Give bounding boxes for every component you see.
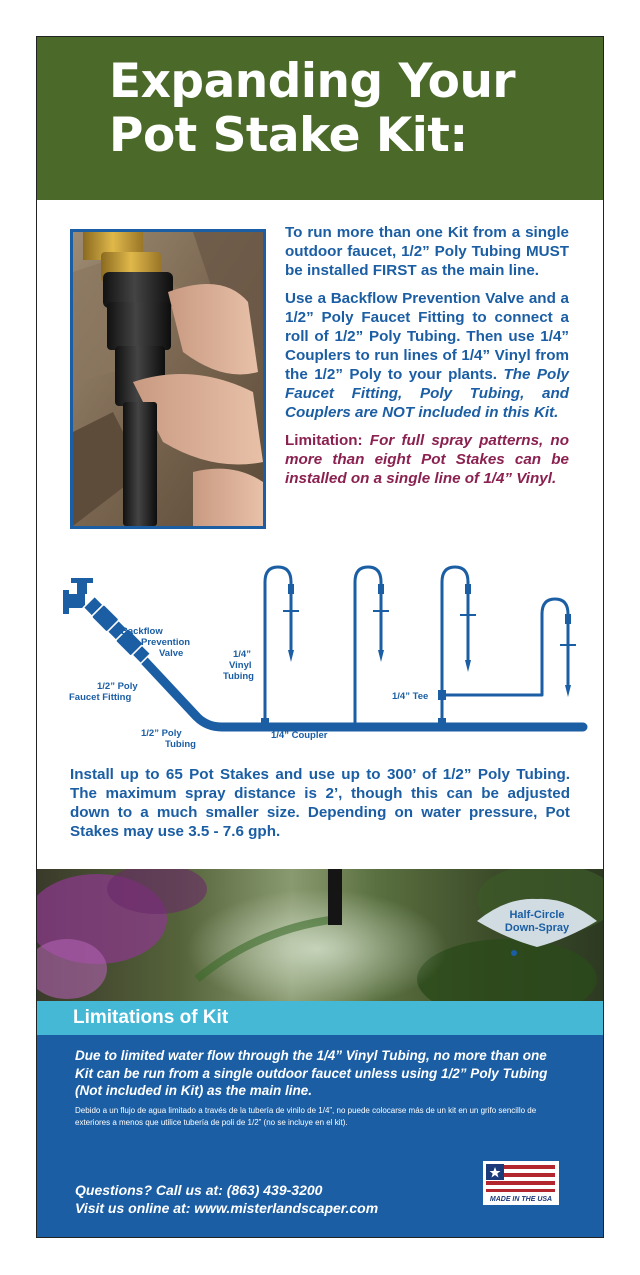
stake-nozzle bbox=[328, 869, 342, 925]
website-line[interactable]: Visit us online at: www.misterlandscaper.com bbox=[75, 1200, 379, 1216]
title-line-1: Expanding Your bbox=[109, 54, 516, 109]
product-card bbox=[36, 36, 604, 1238]
stake-1 bbox=[265, 567, 291, 722]
stake-4-branch bbox=[444, 599, 568, 695]
intro-paragraph-2-main: Use a Backflow Prevention Valve and a 1/2” Poly Faucet Fitting to connect a roll of 1/2” Poly Tubing. Then use 1/4” Couplers to run lines of 1/4” Vinyl from the 1/2” Poly to your plants. bbox=[285, 290, 569, 383]
label-backflow-1: Backflow bbox=[121, 626, 163, 637]
header-banner bbox=[37, 37, 603, 200]
limitations-spanish: Debido a un flujo de agua limitado a través de la tubería de vinilo de 1/4”, no puede colocarse más de un kit en un grifo sencillo de exteriores a menos que utilice tubería de poli de 1/2” (no se incluye en el kit). bbox=[75, 1106, 537, 1127]
spray-photo bbox=[37, 869, 603, 1001]
limitation-label: Limitation: bbox=[285, 432, 370, 449]
intro-text bbox=[285, 223, 569, 497]
spray-illustration bbox=[37, 869, 603, 1001]
label-faucet-fitting-1: 1/2” Poly bbox=[97, 681, 138, 692]
stake-2 bbox=[355, 567, 381, 722]
intro-paragraph-1: To run more than one Kit from a single outdoor faucet, 1/2” Poly Tubing MUST be installed FIRST as the main line. bbox=[285, 224, 569, 279]
label-backflow-3: Valve bbox=[159, 648, 184, 659]
label-faucet-fitting-2: Faucet Fitting bbox=[69, 692, 132, 703]
flag-icon bbox=[483, 1161, 559, 1205]
intro-paragraph-2 bbox=[285, 289, 569, 422]
faucet-fitting-photo bbox=[70, 229, 266, 529]
limitation-text: For full spray patterns, no more than eight Pot Stakes can be installed on a single line of 1/4” Vinyl. bbox=[285, 432, 569, 487]
title-line-2: Pot Stake Kit: bbox=[109, 108, 468, 163]
spray-badge-line-2: Down-Spray bbox=[504, 922, 570, 934]
label-tee: 1/4” Tee bbox=[392, 691, 429, 702]
faucet-fitting-illustration bbox=[73, 232, 263, 526]
made-in-usa-text: MADE IN THE USA bbox=[489, 1196, 553, 1203]
main-poly-line bbox=[97, 610, 583, 727]
label-coupler: 1/4” Coupler bbox=[271, 730, 328, 741]
limitations-english: Due to limited water flow through the 1/4” Vinyl Tubing, no more than one Kit can be run from a single outdoor faucet unless using 1/2” Poly Tubing (Not included in Kit) as the main line. bbox=[75, 1048, 548, 1098]
install-text: Install up to 65 Pot Stakes and use up to 300’ of 1/2” Poly Tubing. The maximum spray distance is 2’, though this can be adjusted down to a much smaller size. Depending on water pressure, Pot Stakes may use 3.5 - 7.6 gph. bbox=[70, 766, 570, 840]
spray-badge-line-1: Half-Circle bbox=[509, 909, 565, 921]
installation-diagram bbox=[57, 562, 597, 762]
intro-paragraph-2-italic: The Poly Faucet Fitting, Poly Tubing, and Couplers are NOT included in this Kit. bbox=[285, 366, 569, 421]
faucet-icon bbox=[63, 578, 152, 665]
phone-line: Questions? Call us at: (863) 439-3200 bbox=[75, 1182, 323, 1198]
limitations-panel bbox=[37, 1035, 603, 1237]
label-vinyl-1: 1/4” bbox=[233, 649, 251, 660]
limitation-paragraph bbox=[285, 431, 569, 488]
page-title bbox=[109, 55, 589, 163]
label-vinyl-2: Vinyl bbox=[229, 660, 252, 671]
limitations-title: Limitations of Kit bbox=[73, 1007, 229, 1028]
label-vinyl-3: Tubing bbox=[223, 671, 254, 682]
made-in-usa-logo bbox=[483, 1161, 559, 1205]
contact-info bbox=[75, 1181, 378, 1217]
label-backflow-2: Prevention bbox=[141, 637, 191, 648]
limitations-bar bbox=[37, 1001, 603, 1035]
label-poly-tubing-1: 1/2” Poly bbox=[141, 728, 182, 739]
label-poly-tubing-2: Tubing bbox=[165, 739, 196, 750]
